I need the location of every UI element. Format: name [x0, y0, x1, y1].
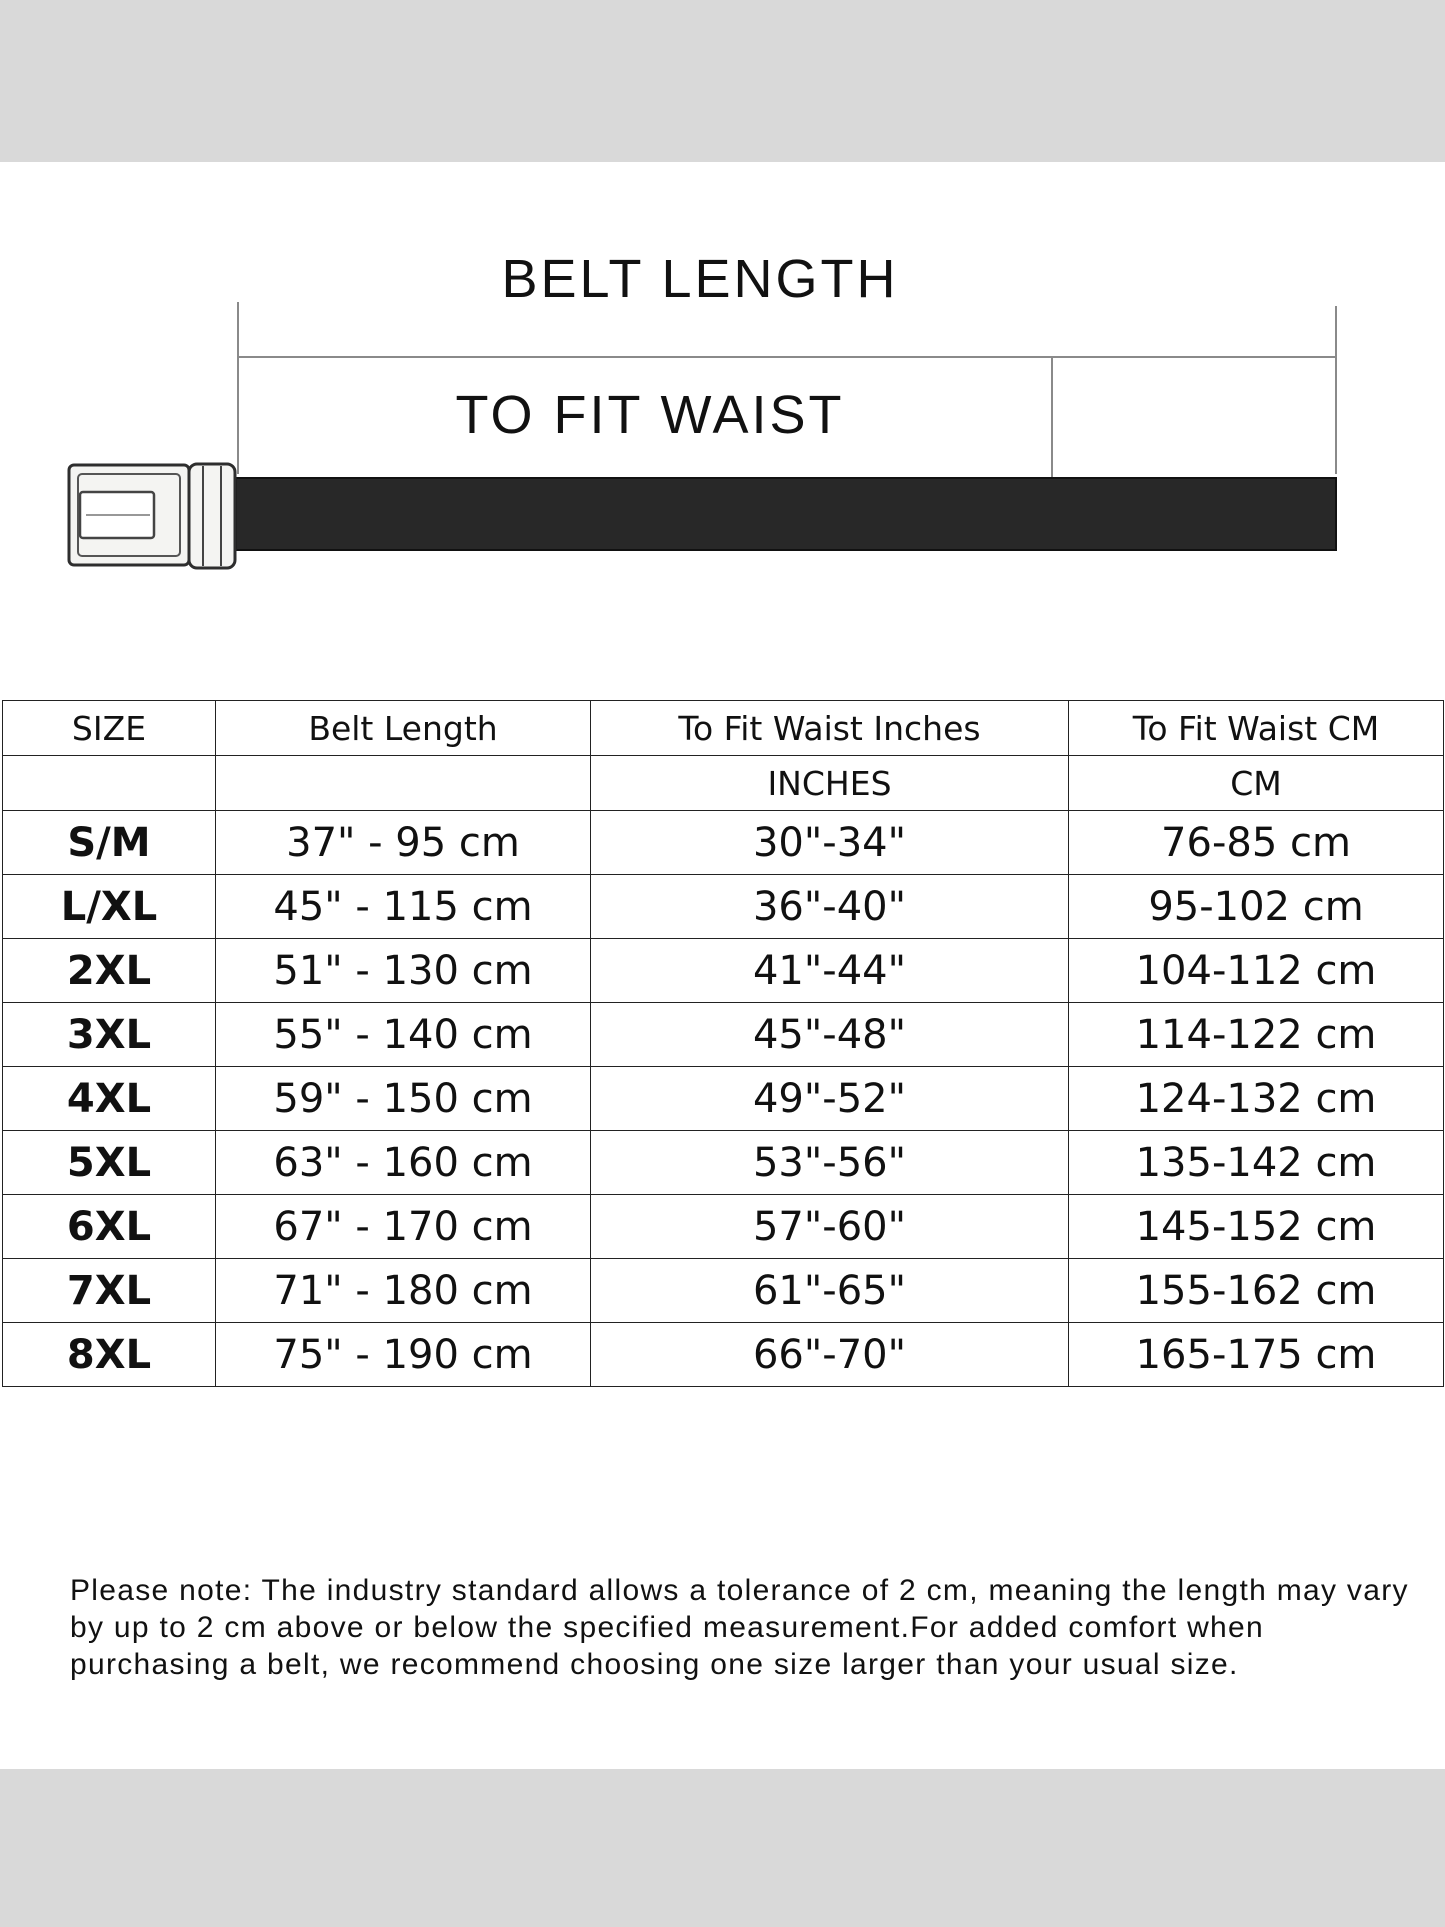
- table-row: [3, 1323, 1444, 1387]
- waist-cm-cell: 155-162 cm: [1069, 1259, 1444, 1323]
- header-waist-inches: To Fit Waist Inches: [591, 701, 1069, 756]
- table-header-row: [3, 701, 1444, 756]
- belt-length-cell: 45" - 115 cm: [216, 875, 591, 939]
- header-size: SIZE: [3, 701, 216, 756]
- waist-inches-cell: 41"-44": [591, 939, 1069, 1003]
- table-row: [3, 1195, 1444, 1259]
- waist-cm-cell: 114-122 cm: [1069, 1003, 1444, 1067]
- belt-strap: [236, 478, 1336, 550]
- belt-length-cell: 59" - 150 cm: [216, 1067, 591, 1131]
- size-cell: 4XL: [3, 1067, 216, 1131]
- waist-cm-cell: 104-112 cm: [1069, 939, 1444, 1003]
- table-row: [3, 1003, 1444, 1067]
- size-cell: L/XL: [3, 875, 216, 939]
- table-row: [3, 1259, 1444, 1323]
- size-cell: 6XL: [3, 1195, 216, 1259]
- size-cell: 7XL: [3, 1259, 216, 1323]
- waist-inches-cell: 36"-40": [591, 875, 1069, 939]
- waist-inches-cell: 66"-70": [591, 1323, 1069, 1387]
- table-row: [3, 939, 1444, 1003]
- belt-length-cell: 75" - 190 cm: [216, 1323, 591, 1387]
- size-cell: 5XL: [3, 1131, 216, 1195]
- belt-length-cell: 71" - 180 cm: [216, 1259, 591, 1323]
- table-units-row: [3, 756, 1444, 811]
- waist-cm-cell: 76-85 cm: [1069, 811, 1444, 875]
- waist-cm-cell: 165-175 cm: [1069, 1323, 1444, 1387]
- waist-inches-cell: 61"-65": [591, 1259, 1069, 1323]
- table-row: [3, 1067, 1444, 1131]
- waist-cm-cell: 135-142 cm: [1069, 1131, 1444, 1195]
- belt-length-cell: 67" - 170 cm: [216, 1195, 591, 1259]
- table-row: [3, 1131, 1444, 1195]
- units-size: [3, 756, 216, 811]
- belt-diagram: [0, 162, 1445, 622]
- tolerance-note: Please note: The industry standard allows a tolerance of 2 cm, meaning the length may vary by up to 2 cm above or below the specified measurement.For added comfort when purchasing a belt, we recommend choosing one size larger than your usual size.: [70, 1574, 1409, 1681]
- size-cell: 2XL: [3, 939, 216, 1003]
- belt-buckle-icon: [69, 464, 235, 568]
- belt-length-cell: 55" - 140 cm: [216, 1003, 591, 1067]
- table-row: [3, 875, 1444, 939]
- waist-inches-cell: 57"-60": [591, 1195, 1069, 1259]
- header-waist-cm: To Fit Waist CM: [1069, 701, 1444, 756]
- waist-cm-cell: 145-152 cm: [1069, 1195, 1444, 1259]
- units-waist-inches: INCHES: [591, 756, 1069, 811]
- waist-inches-cell: 30"-34": [591, 811, 1069, 875]
- to-fit-waist-label: TO FIT WAIST: [455, 385, 845, 445]
- belt-length-cell: 51" - 130 cm: [216, 939, 591, 1003]
- size-cell: S/M: [3, 811, 216, 875]
- belt-length-cell: 37" - 95 cm: [216, 811, 591, 875]
- waist-inches-cell: 45"-48": [591, 1003, 1069, 1067]
- size-cell: 3XL: [3, 1003, 216, 1067]
- table-row: [3, 811, 1444, 875]
- belt-length-label: BELT LENGTH: [501, 249, 899, 309]
- units-waist-cm: CM: [1069, 756, 1444, 811]
- size-chart-canvas: [0, 162, 1445, 1769]
- waist-cm-cell: 124-132 cm: [1069, 1067, 1444, 1131]
- belt-length-cell: 63" - 160 cm: [216, 1131, 591, 1195]
- waist-cm-cell: 95-102 cm: [1069, 875, 1444, 939]
- waist-inches-cell: 49"-52": [591, 1067, 1069, 1131]
- size-table: [2, 700, 1444, 1387]
- header-belt-length: Belt Length: [216, 701, 591, 756]
- waist-inches-cell: 53"-56": [591, 1131, 1069, 1195]
- size-cell: 8XL: [3, 1323, 216, 1387]
- units-belt-length: [216, 756, 591, 811]
